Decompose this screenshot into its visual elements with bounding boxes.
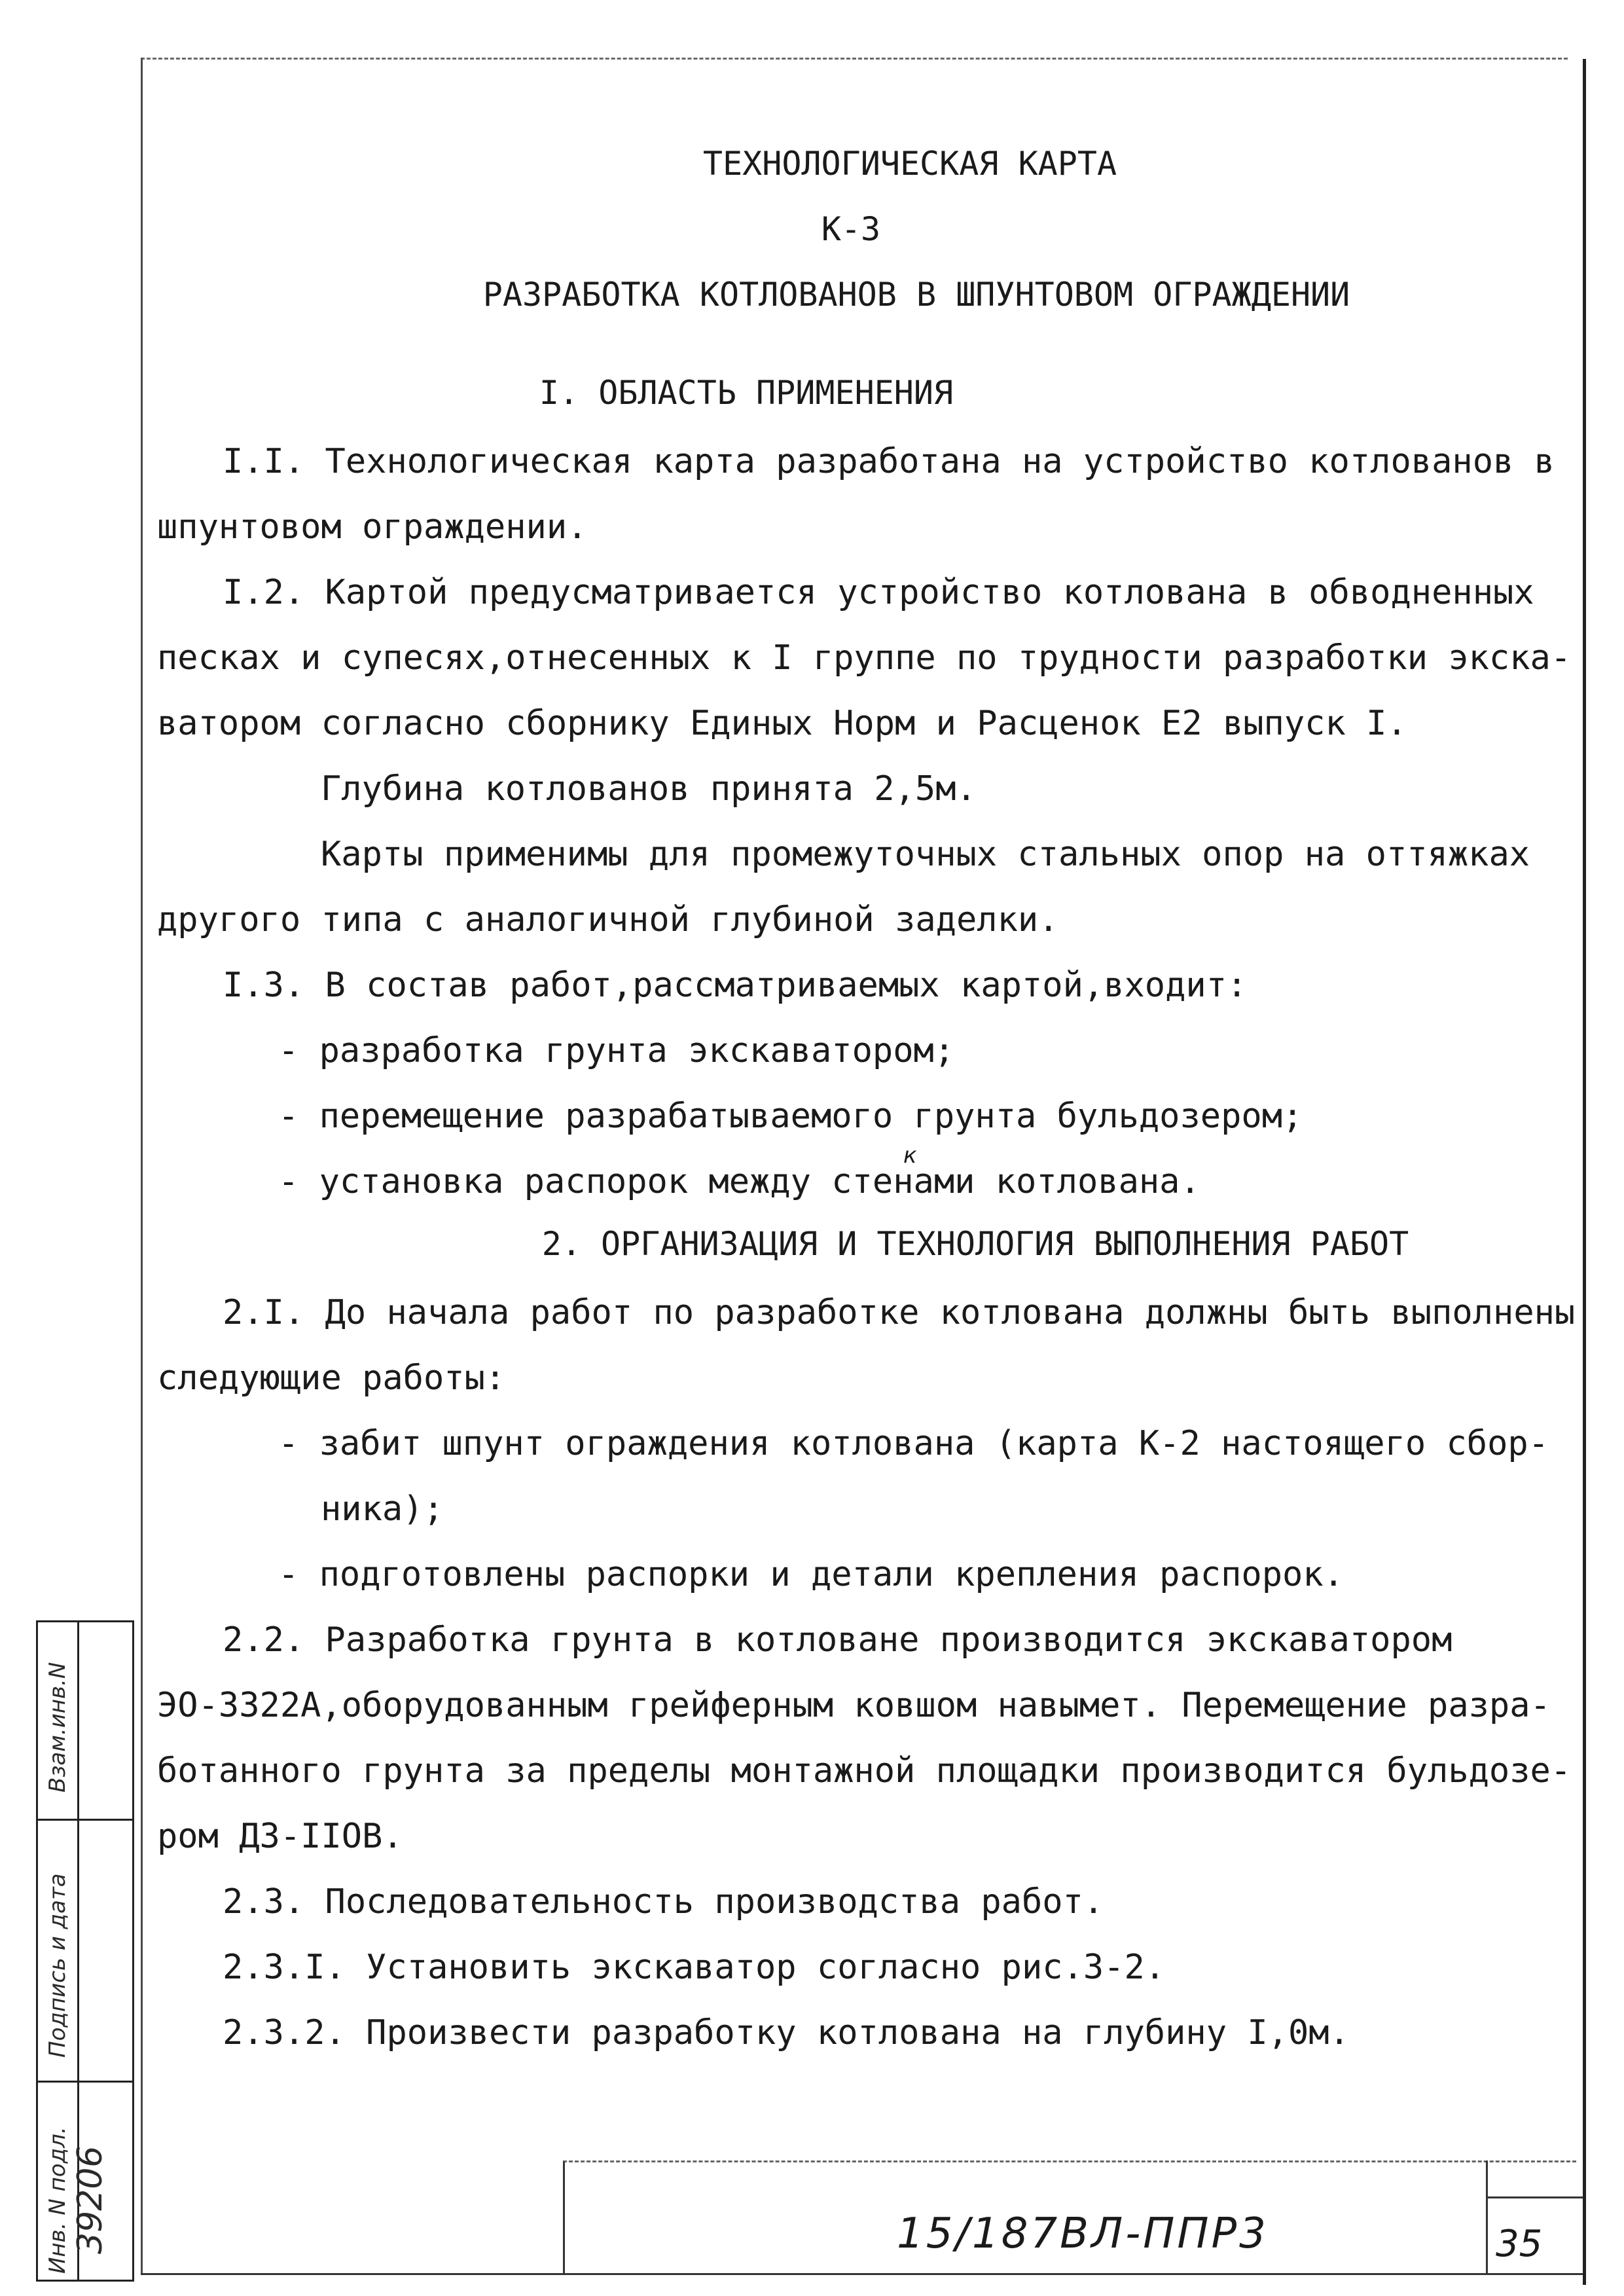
paragraph-line: ЭО-3322А,оборудованным грейферным ковшом навымет. Перемещение разра- [157,1686,1551,1725]
stamp-row-divider [38,2081,132,2083]
paragraph-line: ром ДЗ-IIOВ. [157,1817,403,1856]
section2-heading: 2. ОРГАНИЗАЦИЯ И ТЕХНОЛОГИЯ ВЫПОЛНЕНИЯ РАБОТ [541,1225,1409,1263]
paragraph-line: другого типа с аналогичной глубиной заделки. [157,900,1059,939]
paragraph-line: ватором согласно сборнику Единых Норм и Расценок Е2 выпуск I. [157,704,1407,743]
list-item: ника); [321,1489,444,1529]
list-item: - забит шпунт ограждения котлована (карта К-2 настоящего сбор- [278,1424,1549,1463]
list-item: - подготовлены распорки и детали крепления распорок. [278,1555,1344,1594]
paragraph-line: 2.I. До начала работ по разработке котлована должны быть выполнены [223,1293,1576,1332]
margin-stamp [36,1620,134,2282]
paragraph-line: 2.3.2. Произвести разработку котлована на глубину I,0м. [223,2013,1350,2052]
paragraph-line: I.3. В состав работ,рассматриваемых картой,входит: [223,966,1248,1005]
stamp-row-divider [38,1819,132,1821]
sheet-cell-divider [1488,2196,1583,2198]
paragraph-line: Глубина котлованов принята 2,5м. [321,769,977,809]
paragraph-line: 2.3.I. Установить экскаватор согласно рис.3-2. [223,1948,1166,1987]
paragraph-line: Карты применимы для промежуточных стальных опор на оттяжках [321,835,1530,874]
doc-code-stamp: 15/187ВЛ-ППР3 [897,2210,1269,2258]
doc-title: ТЕХНОЛОГИЧЕСКАЯ КАРТА [702,145,1117,183]
paragraph-line: 2.3. Последовательность производства работ. [223,1882,1104,1922]
list-item: - перемещение разрабатываемого грунта бульдозером; [278,1097,1303,1136]
doc-code: К-3 [821,210,881,248]
correction-mark: к [903,1142,917,1169]
page-frame-left [141,58,143,2274]
stamp-label-original-inv: Инв. N подл. [45,2126,71,2274]
paragraph-line: песках и супесях,отнесенных к I группе по трудности разработки экска- [157,638,1572,678]
list-item: - разработка грунта экскаватором; [278,1031,955,1070]
doc-subtitle: РАЗРАБОТКА КОТЛОВАНОВ В ШПУНТОВОМ ОГРАЖДЕНИИ [482,276,1350,314]
paragraph-line: ботанного грунта за пределы монтажной площадки производится бульдозе- [157,1751,1572,1791]
stamp-inv-number: 39206 [71,2145,110,2254]
paragraph-line: 2.2. Разработка грунта в котловане производится экскаватором [223,1620,1453,1660]
paragraph-line: I.I. Технологическая карта разработана на устройство котлованов в [223,442,1555,481]
page-frame-right [1583,59,1586,2285]
section1-heading: I. ОБЛАСТЬ ПРИМЕНЕНИЯ [539,374,954,412]
stamp-label-replaced-inv: Взам.инв.N [45,1662,71,1793]
stamp-label-signature-date: Подпись и дата [45,1873,71,2058]
paragraph-line: шпунтовом ограждении. [157,507,588,547]
sheet-number: 35 [1496,2223,1543,2265]
paragraph-line: следующие работы: [157,1358,506,1398]
page-frame-top [141,58,1568,60]
paragraph-line: I.2. Картой предусматривается устройство котлована в обводненных [223,573,1534,612]
list-item: - установка распорок между стенами котлована. [278,1162,1200,1201]
